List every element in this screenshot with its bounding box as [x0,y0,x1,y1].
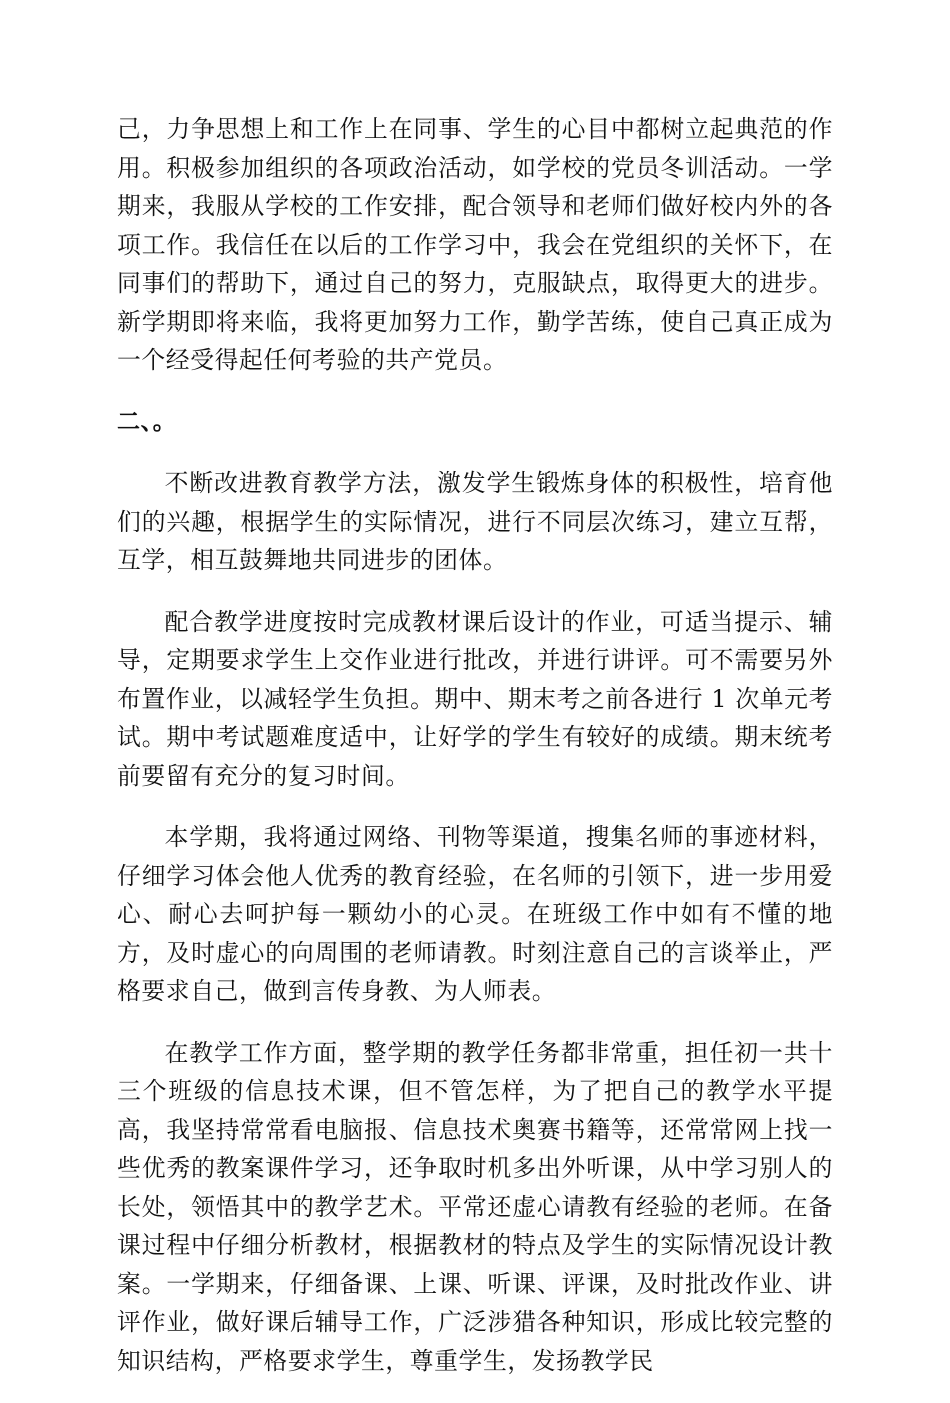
paragraph-continuation: 己，力争思想上和工作上在同事、学生的心目中都树立起典范的作用。积极参加组织的各项政治活动，如学校的党员冬训活动。一学期来，我服从学校的工作安排，配合领导和老师们做好校内外的各项工作。我信任在以后的工作学习中，我会在党组织的关怀下，在同事们的帮助下，通过自己的努力，克服缺点，取得更大的进步。新学期即将来临，我将更加努力工作，勤学苦练，使自己真正成为一个经受得起任何考验的共产党员。 [117,115,833,374]
paragraph-teaching-methods: 不断改进教育教学方法，激发学生锻炼身体的积极性，培育他们的兴趣，根据学生的实际情况，进行不同层次练习，建立互帮，互学，相互鼓舞地共同进步的团体。 [117,469,833,574]
paragraph-learning-from-teachers: 本学期，我将通过网络、刊物等渠道，搜集名师的事迹材料，仔细学习体会他人优秀的教育经验，在名师的引领下，进一步用爱心、耐心去呵护每一颗幼小的心灵。在班级工作中如有不懂的地方，及时虚心的向周围的老师请教。时刻注意自己的言谈举止，严格要求自己，做到言传身教、为人师表。 [117,823,833,1005]
section-heading: 二、。 [117,408,177,435]
paragraph-homework: 配合教学进度按时完成教材课后设计的作业，可适当提示、辅导，定期要求学生上交作业进行批改，并进行讲评。可不需要另外布置作业，以减轻学生负担。期中、期末考之前各进行 1 次单元考试。期中考试题难度适中，让好学的学生有较好的成绩。期末统考前要留有充分的复习时间。 [117,607,833,790]
document-page [117,110,833,1403]
paragraph-teaching-work: 在教学工作方面，整学期的教学任务都非常重，担任初一共十三个班级的信息技术课，但不管怎样，为了把自己的教学水平提高，我坚持常常看电脑报、信息技术奥赛书籍等，还常常网上找一些优秀的教案课件学习，还争取时机多出外听课，从中学习别人的长处，领悟其中的教学艺术。平常还虚心请教有经验的老师。在备课过程中仔细分析教材，根据教材的特点及学生的实际情况设计教案。一学期来，仔细备课、上课、听课、评课，及时批改作业、讲评作业，做好课后辅导工作，广泛涉猎各种知识，形成比较完整的知识结构，严格要求学生，尊重学生，发扬教学民 [117,1038,833,1375]
